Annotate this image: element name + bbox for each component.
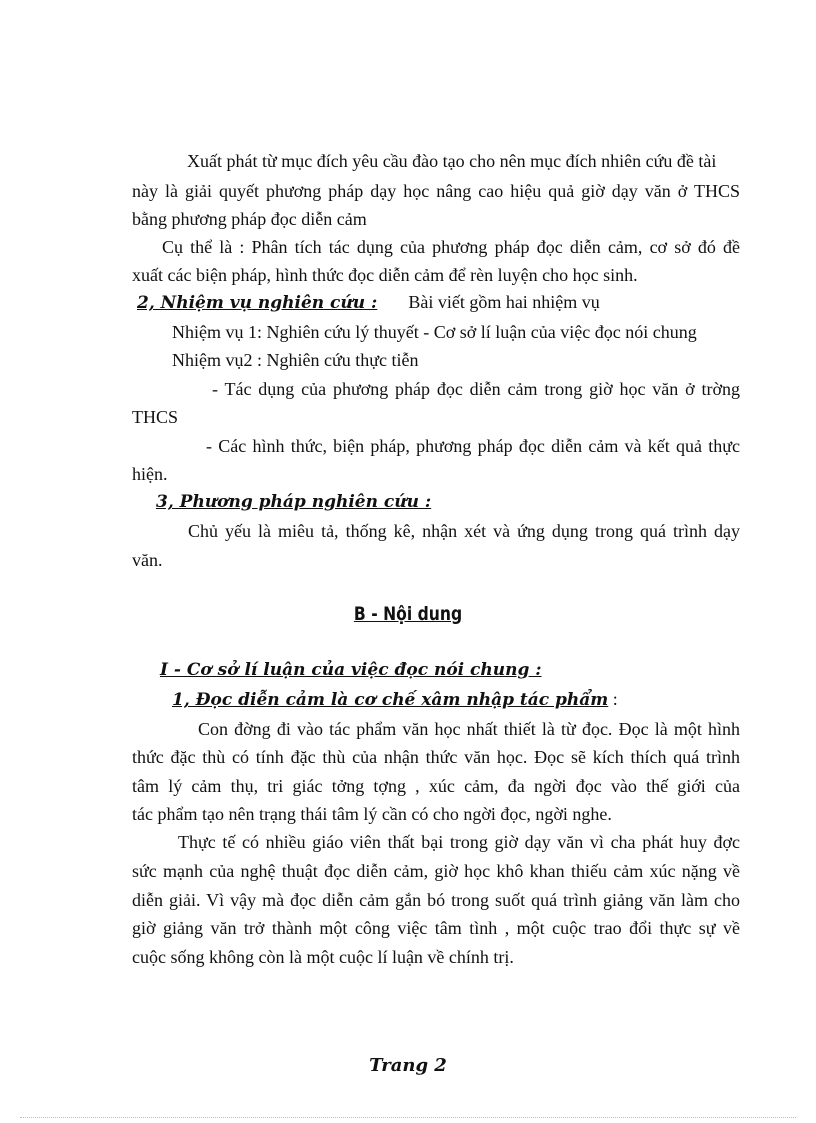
part-1-p2-line-5: cuộc sống không còn là một cuộc lí luận về chính trị. (132, 947, 514, 967)
part-1-sub-heading-tail: : (612, 689, 618, 709)
methods-line-2: văn. (132, 550, 163, 570)
intro-line-1: Xuất phát từ mục đích yêu cầu đào tạo cho nên mục đích nhiên cứu đề tài (187, 151, 717, 171)
part-1-p2-line-2: sức mạnh của nghệ thuật đọc diễn cảm, giờ học khô khan thiếu cảm xúc nặng về (132, 861, 740, 881)
intro-line-4: Cụ thể là : Phân tích tác dụng của phương pháp đọc diễn cảm, cơ sở đó đề (162, 237, 740, 257)
task-2: Nhiệm vụ2 : Nghiên cứu thực tiễn (172, 350, 419, 370)
page-bottom-rule (20, 1117, 796, 1118)
page-number-footer: Trang 2 (369, 1055, 447, 1076)
methods-line-1: Chủ yếu là miêu tả, thống kê, nhận xét và ứng dụng trong quá trình dạy (188, 521, 740, 541)
tasks-heading-tail: Bài viết gồm hai nhiệm vụ (408, 292, 600, 312)
task-1: Nhiệm vụ 1: Nghiên cứu lý thuyết - Cơ sở lí luận của việc đọc nói chung (172, 322, 697, 342)
part-1-p2-line-1: Thực tế có nhiều giáo viên thất bại trong giờ dạy văn vì cha phát huy đợc (178, 832, 740, 852)
part-1-p1-line-1: Con đờng đi vào tác phẩm văn học nhất thiết là từ đọc. Đọc là một hình (198, 719, 740, 739)
task-2a-line-1: - Tác dụng của phương pháp đọc diễn cảm trong giờ học văn ở trờng (212, 379, 740, 399)
intro-line-3: bằng phương pháp đọc diễn cảm (132, 209, 367, 229)
intro-line-5: xuất các biện pháp, hình thức đọc diễn cảm để rèn luyện cho học sinh. (132, 265, 638, 285)
tasks-heading-row (137, 291, 600, 314)
task-2a-line-2: THCS (132, 407, 179, 427)
part-1-p2-line-4: giờ giảng văn trở thành một công việc tâm tình , một cuộc trao đổi thực sự về (132, 918, 740, 938)
part-1-sub-heading-row (172, 688, 618, 711)
tasks-heading: 2, Nhiệm vụ nghiên cứu : (137, 293, 378, 313)
part-1-p1-line-4: tác phẩm tạo nên trạng thái tâm lý cần có cho ngời đọc, ngời nghe. (132, 804, 612, 824)
part-1-heading: I - Cơ sở lí luận của việc đọc nói chung : (160, 660, 542, 680)
task-2b-line-2: hiện. (132, 464, 168, 484)
section-b-title: B - Nội dung (353, 603, 463, 625)
part-1-p2-line-3: diễn giải. Vì vậy mà đọc diễn cảm gắn bó trong suốt quá trình giảng văn làm cho (132, 890, 740, 910)
part-1-sub-heading: 1, Đọc diễn cảm là cơ chế xâm nhập tác phẩm (172, 690, 609, 710)
task-2b-line-1: - Các hình thức, biện pháp, phương pháp đọc diễn cảm và kết quả thực (206, 436, 740, 456)
intro-line-2: này là giải quyết phương pháp dạy học nâng cao hiệu quả giờ dạy văn ở THCS (132, 181, 740, 201)
part-1-p1-line-3: tâm lý cảm thụ, tri giác tởng tợng , xúc cảm, đa ngời đọc vào thế giới của (132, 776, 740, 796)
methods-heading: 3, Phương pháp nghiên cứu : (156, 492, 432, 512)
part-1-p1-line-2: thức đặc thù có tính đặc thù của nhận thức văn học. Đọc sẽ kích thích quá trình (132, 747, 740, 767)
